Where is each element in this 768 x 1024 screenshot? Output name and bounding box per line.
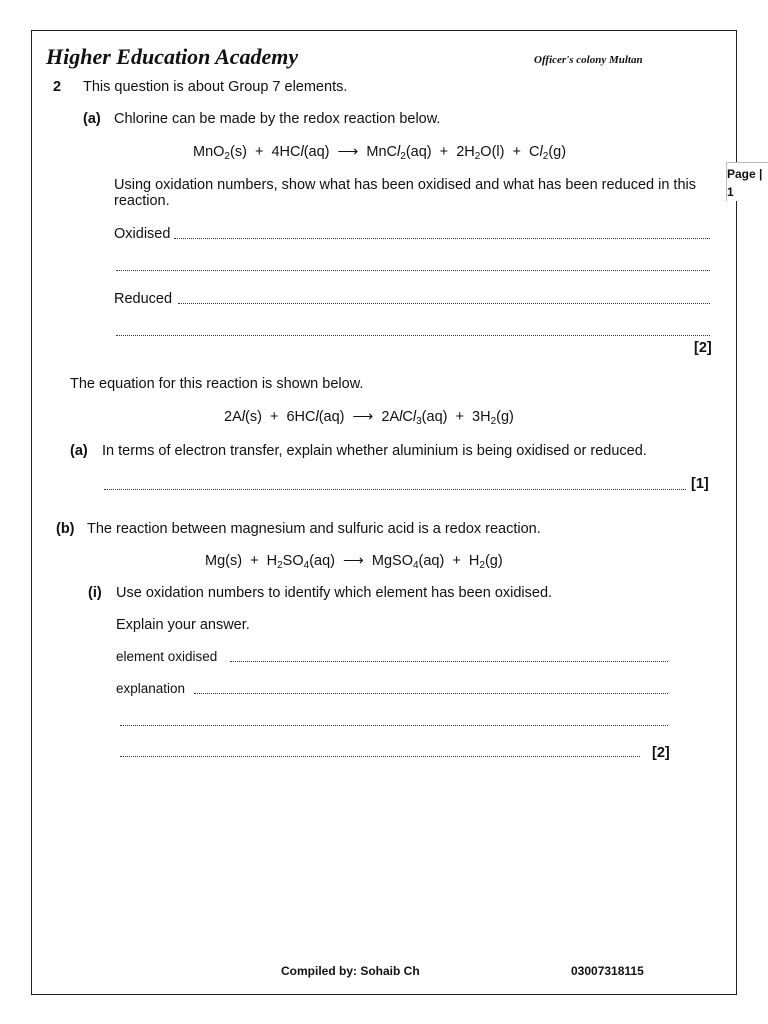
answer-line[interactable] — [116, 270, 710, 271]
part-a-text: In terms of electron transfer, explain whether aluminium is being oxidised or reduced. — [102, 443, 647, 459]
answer-line[interactable] — [120, 725, 668, 726]
part-b-text: The reaction between magnesium and sulfuric acid is a redox reaction. — [87, 521, 541, 537]
part-i-text: Use oxidation numbers to identify which element has been oxidised. — [116, 585, 553, 601]
part-a-text: Chlorine can be made by the redox reaction below. — [114, 111, 441, 127]
part-i-label: (i) — [88, 585, 102, 601]
part-b-label: (b) — [56, 521, 75, 537]
phone-number: 03007318115 — [571, 964, 644, 978]
answer-line-reduced[interactable] — [178, 303, 710, 304]
instruction-line-2: reaction. — [114, 193, 170, 209]
answer-line[interactable] — [104, 489, 686, 490]
equation-chlorine: MnO$_2$(s) + 4HCl(aq) ⟶ MnCl$_2$(aq) + $2H_2O(l) + Cl_2(g)$ — [193, 144, 567, 162]
part-a-label: (a) — [83, 111, 101, 127]
oxidised-label: Oxidised — [114, 226, 171, 242]
answer-line-oxidised[interactable] — [174, 238, 710, 239]
marks-badge: [2] — [652, 745, 670, 761]
page-label: Page | — [727, 167, 763, 181]
marks-badge: [2] — [694, 340, 712, 356]
marks-badge: [1] — [691, 476, 709, 492]
page-number: 1 — [727, 185, 734, 199]
equation-magnesium: $Mg(s) + H_2SO_4(aq)$ ⟶ MgSO$_4$(aq) + $H_2(g)$ — [205, 553, 503, 571]
answer-line-explanation[interactable] — [194, 693, 668, 694]
reduced-label: Reduced — [114, 291, 173, 307]
answer-line[interactable] — [116, 335, 710, 336]
page-number-tab — [726, 162, 768, 201]
part-a-label: (a) — [70, 443, 88, 459]
question-number: 2 — [53, 79, 62, 95]
instruction-line-1: Using oxidation numbers, show what has been oxidised and what has been reduced in this — [114, 177, 696, 193]
equation-aluminium: 2Al(s) + 6HCl(aq) ⟶ 2AlCl$_3$(aq) + $3H_2(g)$ — [224, 409, 514, 427]
answer-line[interactable] — [120, 756, 640, 757]
academy-title: Higher Education Academy — [46, 44, 299, 69]
location-text: Officer's colony Multan — [534, 54, 643, 66]
page-border — [31, 30, 737, 995]
explain-instruction: Explain your answer. — [116, 617, 250, 633]
equation-intro: The equation for this reaction is shown below. — [70, 376, 364, 392]
question-intro: This question is about Group 7 elements. — [83, 79, 348, 95]
explanation-label: explanation — [116, 681, 186, 696]
element-oxidised-label: element oxidised — [116, 649, 218, 664]
answer-line-element[interactable] — [230, 661, 668, 662]
compiled-by: Compiled by: Sohaib Ch — [281, 964, 420, 978]
